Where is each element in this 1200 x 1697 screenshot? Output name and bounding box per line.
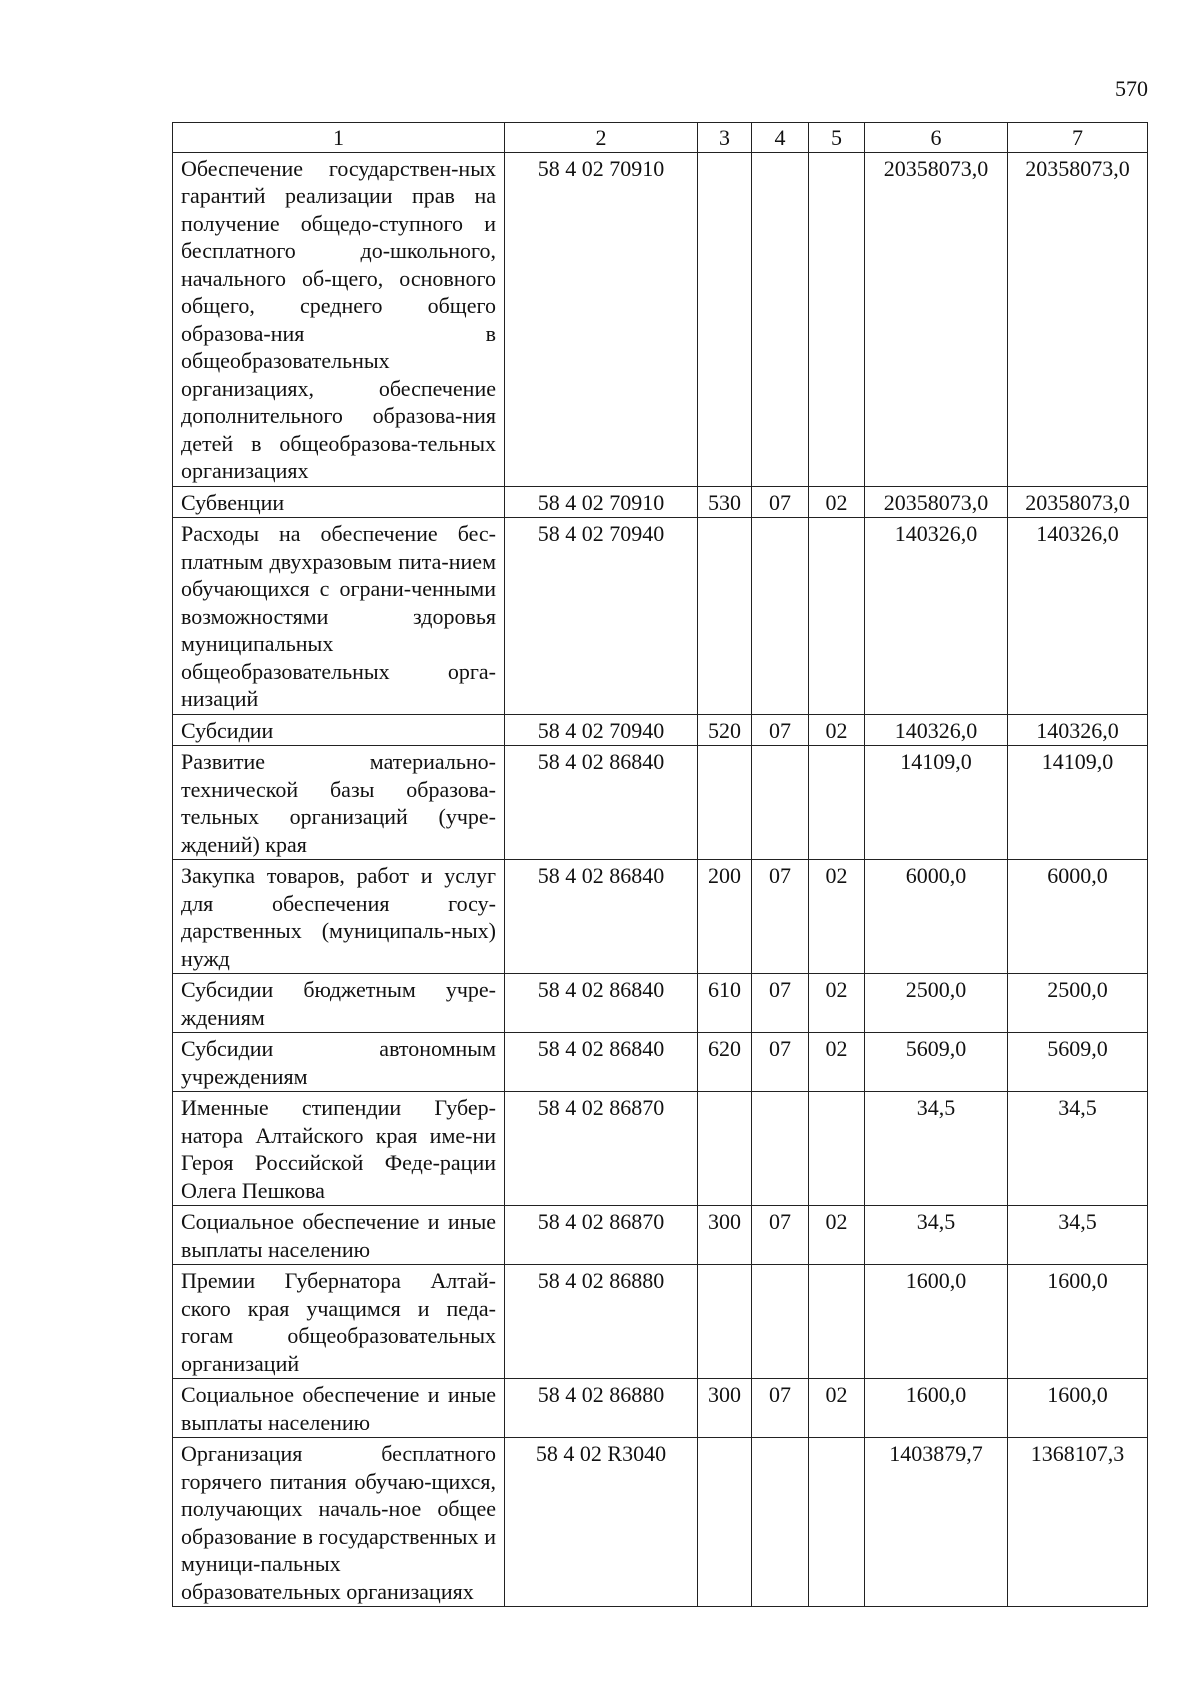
column-header: 2 — [505, 123, 698, 153]
row-code: 58 4 02 86880 — [505, 1265, 698, 1379]
row-col3: 520 — [698, 714, 752, 746]
table-row — [173, 486, 1148, 518]
row-col3 — [698, 746, 752, 860]
row-col3 — [698, 1265, 752, 1379]
table-header-row — [173, 123, 1148, 153]
row-col7: 6000,0 — [1008, 860, 1148, 974]
row-col7: 2500,0 — [1008, 974, 1148, 1033]
row-code: 58 4 02 86880 — [505, 1379, 698, 1438]
table-row — [173, 1438, 1148, 1607]
row-col5: 02 — [809, 714, 865, 746]
row-code: 58 4 02 70910 — [505, 486, 698, 518]
row-col4: 07 — [752, 1379, 809, 1438]
row-code: 58 4 02 70910 — [505, 152, 698, 486]
column-header: 4 — [752, 123, 809, 153]
row-col4 — [752, 1438, 809, 1607]
row-col5 — [809, 1265, 865, 1379]
row-col6: 2500,0 — [865, 974, 1008, 1033]
row-code: 58 4 02 86870 — [505, 1206, 698, 1265]
table-row — [173, 152, 1148, 486]
row-name: Социальное обеспечение и иные выплаты населению — [173, 1379, 505, 1438]
row-col5: 02 — [809, 1033, 865, 1092]
row-col5: 02 — [809, 486, 865, 518]
row-code: 58 4 02 R3040 — [505, 1438, 698, 1607]
row-col3 — [698, 1438, 752, 1607]
row-code: 58 4 02 70940 — [505, 714, 698, 746]
row-col5 — [809, 152, 865, 486]
row-col5: 02 — [809, 974, 865, 1033]
row-col5: 02 — [809, 1379, 865, 1438]
row-name: Субсидии автономным учреждениям — [173, 1033, 505, 1092]
row-col6: 1403879,7 — [865, 1438, 1008, 1607]
row-name: Субвенции — [173, 486, 505, 518]
row-col5 — [809, 1092, 865, 1206]
row-code: 58 4 02 86840 — [505, 746, 698, 860]
column-header: 3 — [698, 123, 752, 153]
row-col7: 20358073,0 — [1008, 152, 1148, 486]
row-col4 — [752, 152, 809, 486]
row-col6: 34,5 — [865, 1206, 1008, 1265]
row-col4: 07 — [752, 1033, 809, 1092]
row-name: Закупка товаров, работ и услуг для обеспечения госу-дарственных (муниципаль-ных) нужд — [173, 860, 505, 974]
row-col4 — [752, 746, 809, 860]
row-col6: 5609,0 — [865, 1033, 1008, 1092]
table-row — [173, 1265, 1148, 1379]
row-col7: 34,5 — [1008, 1206, 1148, 1265]
row-col3 — [698, 518, 752, 715]
row-col3: 200 — [698, 860, 752, 974]
row-col6: 140326,0 — [865, 518, 1008, 715]
row-col6: 6000,0 — [865, 860, 1008, 974]
row-col3 — [698, 1092, 752, 1206]
row-col3 — [698, 152, 752, 486]
row-col4 — [752, 1265, 809, 1379]
row-name: Именные стипендии Губер-натора Алтайского края име-ни Героя Российской Феде-рации Олега Пешкова — [173, 1092, 505, 1206]
row-name: Премии Губернатора Алтай-ского края учащимся и педа-гогам общеобразовательных организаций — [173, 1265, 505, 1379]
table-row — [173, 974, 1148, 1033]
row-col3: 530 — [698, 486, 752, 518]
table-row — [173, 1206, 1148, 1265]
row-col7: 1368107,3 — [1008, 1438, 1148, 1607]
row-col3: 610 — [698, 974, 752, 1033]
row-col5 — [809, 518, 865, 715]
row-col7: 1600,0 — [1008, 1379, 1148, 1438]
row-code: 58 4 02 86840 — [505, 1033, 698, 1092]
row-col7: 14109,0 — [1008, 746, 1148, 860]
page-number: 570 — [1115, 76, 1148, 101]
row-col4: 07 — [752, 860, 809, 974]
budget-table — [172, 122, 1148, 1607]
column-header: 1 — [173, 123, 505, 153]
row-name: Субсидии — [173, 714, 505, 746]
row-col4: 07 — [752, 486, 809, 518]
row-col6: 140326,0 — [865, 714, 1008, 746]
row-code: 58 4 02 86870 — [505, 1092, 698, 1206]
table-row — [173, 1092, 1148, 1206]
row-col4 — [752, 1092, 809, 1206]
row-col6: 1600,0 — [865, 1265, 1008, 1379]
row-col4: 07 — [752, 1206, 809, 1265]
row-col3: 300 — [698, 1206, 752, 1265]
table-row — [173, 518, 1148, 715]
column-header: 5 — [809, 123, 865, 153]
column-header: 7 — [1008, 123, 1148, 153]
table-row — [173, 1379, 1148, 1438]
row-code: 58 4 02 70940 — [505, 518, 698, 715]
column-header: 6 — [865, 123, 1008, 153]
row-col4: 07 — [752, 974, 809, 1033]
row-col6: 20358073,0 — [865, 486, 1008, 518]
row-col5 — [809, 1438, 865, 1607]
row-name: Развитие материально-технической базы образова-тельных организаций (учре-ждений) края — [173, 746, 505, 860]
row-name: Расходы на обеспечение бес-платным двухразовым пита-нием обучающихся с ограни-ченными возможностями здоровья муниципальных общеобразовательных орга-низаций — [173, 518, 505, 715]
table-row — [173, 860, 1148, 974]
row-col7: 20358073,0 — [1008, 486, 1148, 518]
table-row — [173, 1033, 1148, 1092]
row-col7: 140326,0 — [1008, 714, 1148, 746]
row-col6: 20358073,0 — [865, 152, 1008, 486]
row-col5: 02 — [809, 1206, 865, 1265]
row-code: 58 4 02 86840 — [505, 860, 698, 974]
table-row — [173, 714, 1148, 746]
row-col5 — [809, 746, 865, 860]
row-name: Социальное обеспечение и иные выплаты населению — [173, 1206, 505, 1265]
row-col7: 140326,0 — [1008, 518, 1148, 715]
row-col7: 34,5 — [1008, 1092, 1148, 1206]
row-col4 — [752, 518, 809, 715]
row-col6: 14109,0 — [865, 746, 1008, 860]
row-col6: 1600,0 — [865, 1379, 1008, 1438]
row-col3: 620 — [698, 1033, 752, 1092]
row-col6: 34,5 — [865, 1092, 1008, 1206]
table-row — [173, 746, 1148, 860]
row-col4: 07 — [752, 714, 809, 746]
row-col3: 300 — [698, 1379, 752, 1438]
row-col5: 02 — [809, 860, 865, 974]
row-name: Организация бесплатного горячего питания обучаю-щихся, получающих началь-ное общее образование в государственных и муници-пальных образовательных организациях — [173, 1438, 505, 1607]
row-code: 58 4 02 86840 — [505, 974, 698, 1033]
row-col7: 1600,0 — [1008, 1265, 1148, 1379]
row-col7: 5609,0 — [1008, 1033, 1148, 1092]
row-name: Субсидии бюджетным учре-ждениям — [173, 974, 505, 1033]
row-name: Обеспечение государствен-ных гарантий реализации прав на получение общедо-ступного и бесплатного до-школьного, начального об-щего, основного общего, среднего общего образова-ния в общеобразовательных организациях, обеспечение дополнительного образова-ния детей в общеобразова-тельных организациях — [173, 152, 505, 486]
